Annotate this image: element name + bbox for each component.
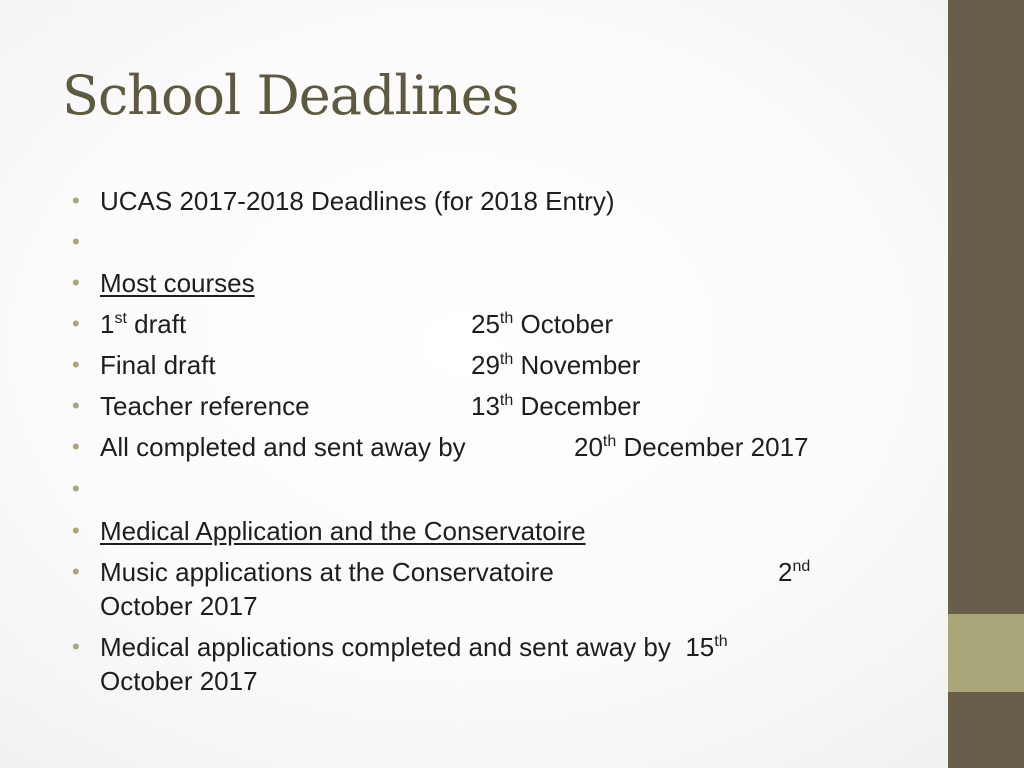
deadline-row-wrapped: [0, 555, 900, 623]
bullet-dot-icon: •: [72, 434, 80, 459]
bullet-text: UCAS 2017-2018 Deadlines (for 2018 Entry): [100, 186, 615, 216]
deadline-date: 25th October: [471, 309, 613, 339]
deadline-label: Final draft: [100, 350, 216, 380]
section-heading-most-courses: Most courses: [100, 268, 255, 298]
bullet-dot-icon: •: [72, 352, 80, 377]
sidebar-accent-block: [948, 614, 1024, 692]
deadline-date-continuation: October 2017: [100, 591, 258, 621]
deadline-label: Teacher reference: [100, 391, 310, 421]
bullet-dot-icon: •: [72, 188, 80, 213]
bullet-dot-icon: •: [72, 518, 80, 543]
slide-title: School Deadlines: [62, 64, 519, 127]
deadline-date-continuation: October 2017: [100, 666, 258, 696]
deadline-date: 29th November: [471, 350, 641, 380]
deadline-date: 13th December: [471, 391, 641, 421]
bullet-dot-icon: •: [72, 229, 80, 254]
deadline-label: Music applications at the Conservatoire: [100, 557, 554, 587]
bullet-dot-icon: •: [72, 476, 80, 501]
deadline-date: 2nd: [778, 557, 811, 587]
deadline-date: 15th: [685, 632, 728, 662]
deadline-row-wrapped: [0, 630, 900, 698]
deadline-label: 1st draft: [100, 309, 187, 339]
bullet-dot-icon: •: [72, 393, 80, 418]
bullet-dot-icon: •: [72, 559, 80, 584]
bullet-dot-icon: •: [72, 634, 80, 659]
section-heading-medical-conservatoire: Medical Application and the Conservatoire: [100, 516, 586, 546]
deadline-label: Medical applications completed and sent away by 15th: [100, 632, 728, 662]
bullet-dot-icon: •: [72, 311, 80, 336]
bullet-dot-icon: •: [72, 270, 80, 295]
deadline-label: All completed and sent away by: [100, 432, 466, 462]
deadline-date: 20th December 2017: [574, 432, 809, 462]
